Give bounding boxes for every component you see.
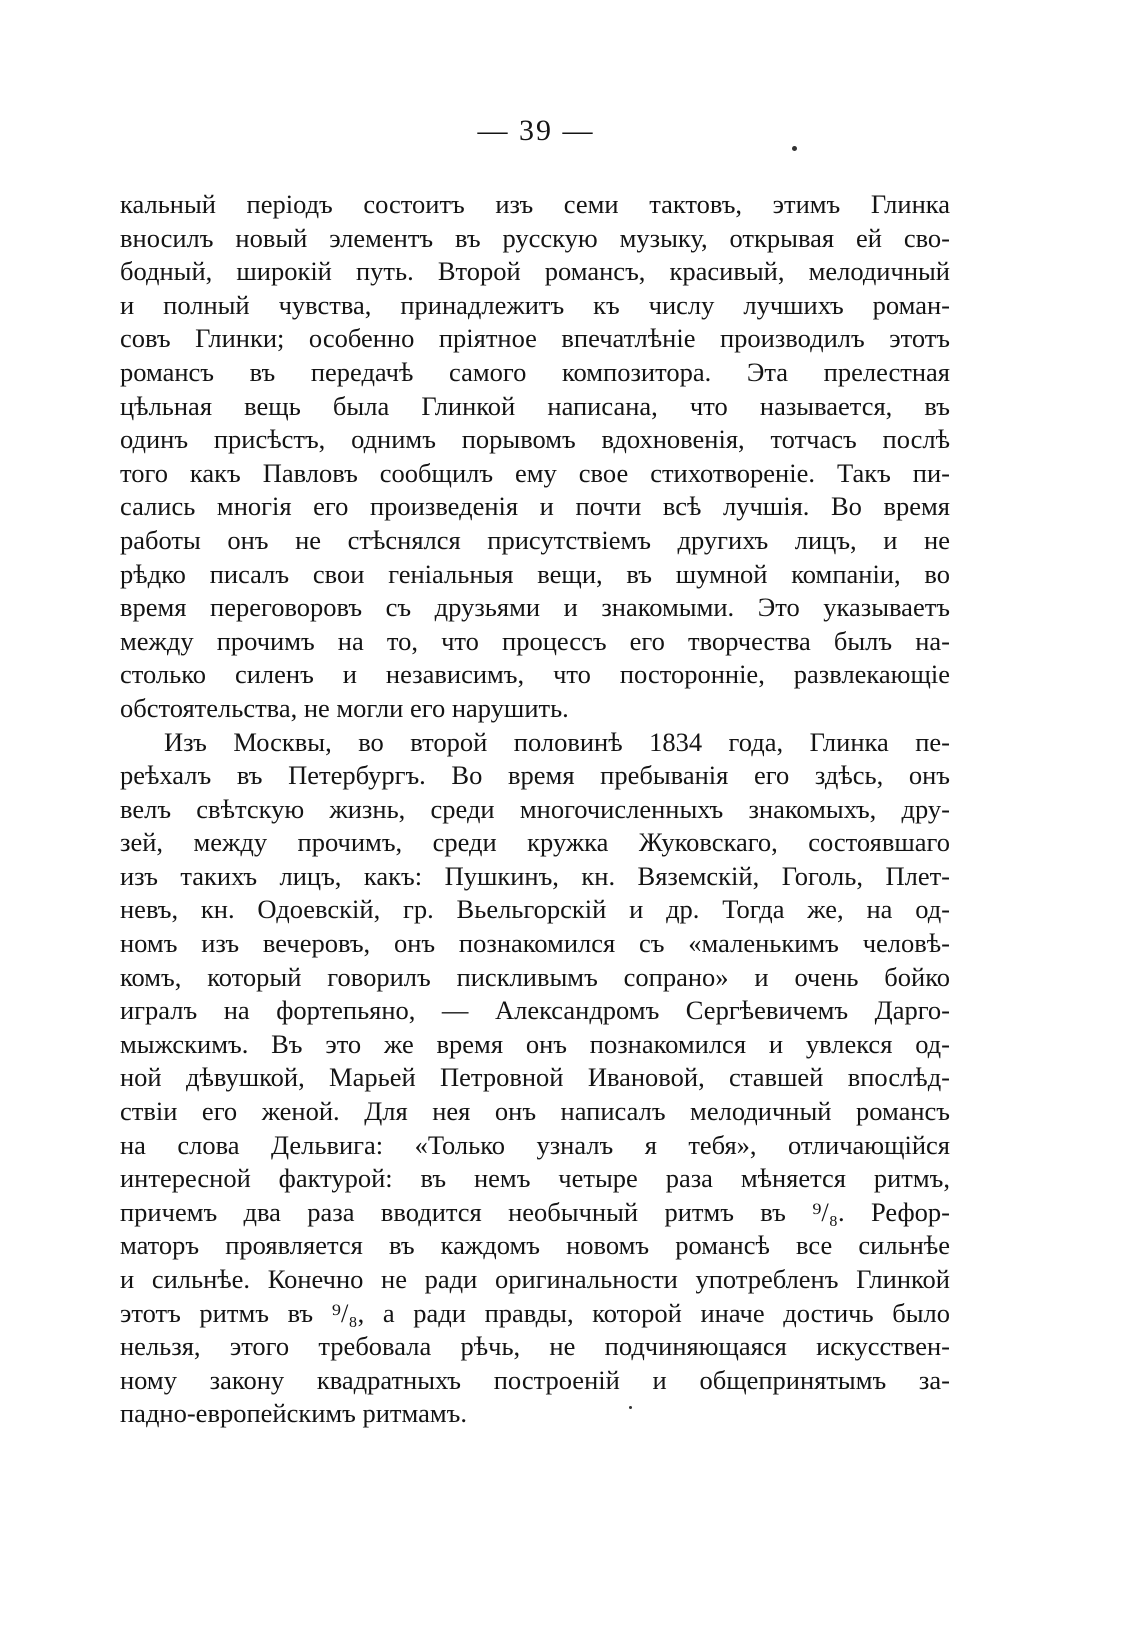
paragraph-end-line: обстоятельства, не могли его нарушить.: [120, 692, 569, 723]
text-line: причемъ два раза вводится необычный ритмъ въ ⁹/₈. Рефор-: [120, 1196, 950, 1227]
page-number: — 39 —: [477, 114, 595, 147]
text-line: велъ свѣтскую жизнь, среди многочисленныхъ знакомыхъ, дру-: [120, 793, 950, 824]
text-line: цѣльная вещь была Глинкой написана, что называется, въ: [120, 390, 950, 421]
text-line: ствіи его женой. Для нея онъ написалъ мелодичный романсъ: [120, 1096, 950, 1127]
text-line: на слова Дельвига: «Только узналъ я тебя», отличающійся: [120, 1129, 950, 1160]
text-line: бодный, широкій путь. Второй романсъ, красивый, мелодичный: [120, 256, 950, 287]
text-line: этотъ ритмъ въ ⁹/₈, а ради правды, которой иначе достичь было: [120, 1297, 950, 1328]
text-line: маторъ проявляется въ каждомъ новомъ романсѣ все сильнѣе: [120, 1230, 950, 1261]
text-line: совъ Глинки; особенно пріятное впечатлѣніе производилъ этотъ: [120, 323, 950, 354]
text-line: невъ, кн. Одоевскій, гр. Вьельгорскій и др. Тогда же, на од-: [120, 894, 950, 925]
text-line: одинъ присѣстъ, однимъ порывомъ вдохновенія, тотчасъ послѣ: [120, 424, 950, 455]
text-line: зей, между прочимъ, среди кружка Жуковскаго, состоявшаго: [120, 827, 950, 858]
text-line: того какъ Павловъ сообщилъ ему свое стихотвореніе. Такъ пи-: [120, 457, 950, 488]
body-text: [120, 188, 950, 1431]
text-line: время переговоровъ съ друзьями и знакомыми. Это указываетъ: [120, 592, 950, 623]
text-line: ному закону квадратныхъ построеній и общепринятымъ за-: [120, 1364, 950, 1395]
text-line: нельзя, этого требовала рѣчь, не подчиняющаяся искусствен-: [120, 1331, 950, 1362]
paragraph-end-line: падно-европейскимъ ритмамъ.: [120, 1398, 467, 1429]
text-line: номъ изъ вечеровъ, онъ познакомился съ «маленькимъ человѣ-: [120, 928, 950, 959]
print-speck: [792, 146, 797, 151]
text-line: интересной фактурой: въ немъ четыре раза мѣняется ритмъ,: [120, 1163, 950, 1194]
text-line: столько силенъ и независимъ, что посторонніе, развлекающіе: [120, 659, 950, 690]
text-line: вносилъ новый элементъ въ русскую музыку, открывая ей сво-: [120, 222, 950, 253]
text-line: и полный чувства, принадлежитъ къ числу лучшихъ роман-: [120, 289, 950, 320]
text-line: рѣдко писалъ свои геніальныя вещи, въ шумной компаніи, во: [120, 558, 950, 589]
text-line: комъ, который говорилъ пискливымъ сопрано» и очень бойко: [120, 961, 950, 992]
text-line: кальный періодъ состоитъ изъ семи тактовъ, этимъ Глинка: [120, 189, 950, 219]
text-line: работы онъ не стѣснялся присутствіемъ другихъ лицъ, и не: [120, 524, 950, 555]
text-line: сались многія его произведенія и почти всѣ лучшія. Во время: [120, 491, 950, 522]
paragraph-first-line: Изъ Москвы, во второй половинѣ 1834 года, Глинка пе-: [164, 726, 950, 757]
text-line: романсъ въ передачѣ самого композитора. Эта прелестная: [120, 356, 950, 387]
text-line: ной дѣвушкой, Марьей Петровной Ивановой, ставшей впослѣд-: [120, 1062, 950, 1093]
text-line: реѣхалъ въ Петербургъ. Во время пребыванія его здѣсь, онъ: [120, 760, 950, 791]
text-line: мыжскимъ. Въ это же время онъ познакомился и увлекся од-: [120, 1028, 950, 1059]
text-line: между прочимъ на то, что процессъ его творчества былъ на-: [120, 625, 950, 656]
text-line: игралъ на фортепьяно, — Александромъ Сергѣевичемъ Дарго-: [120, 995, 950, 1026]
text-line: изъ такихъ лицъ, какъ: Пушкинъ, кн. Вяземскій, Гоголь, Плет-: [120, 860, 950, 891]
text-line: и сильнѣе. Конечно не ради оригинальности употребленъ Глинкой: [120, 1264, 950, 1294]
